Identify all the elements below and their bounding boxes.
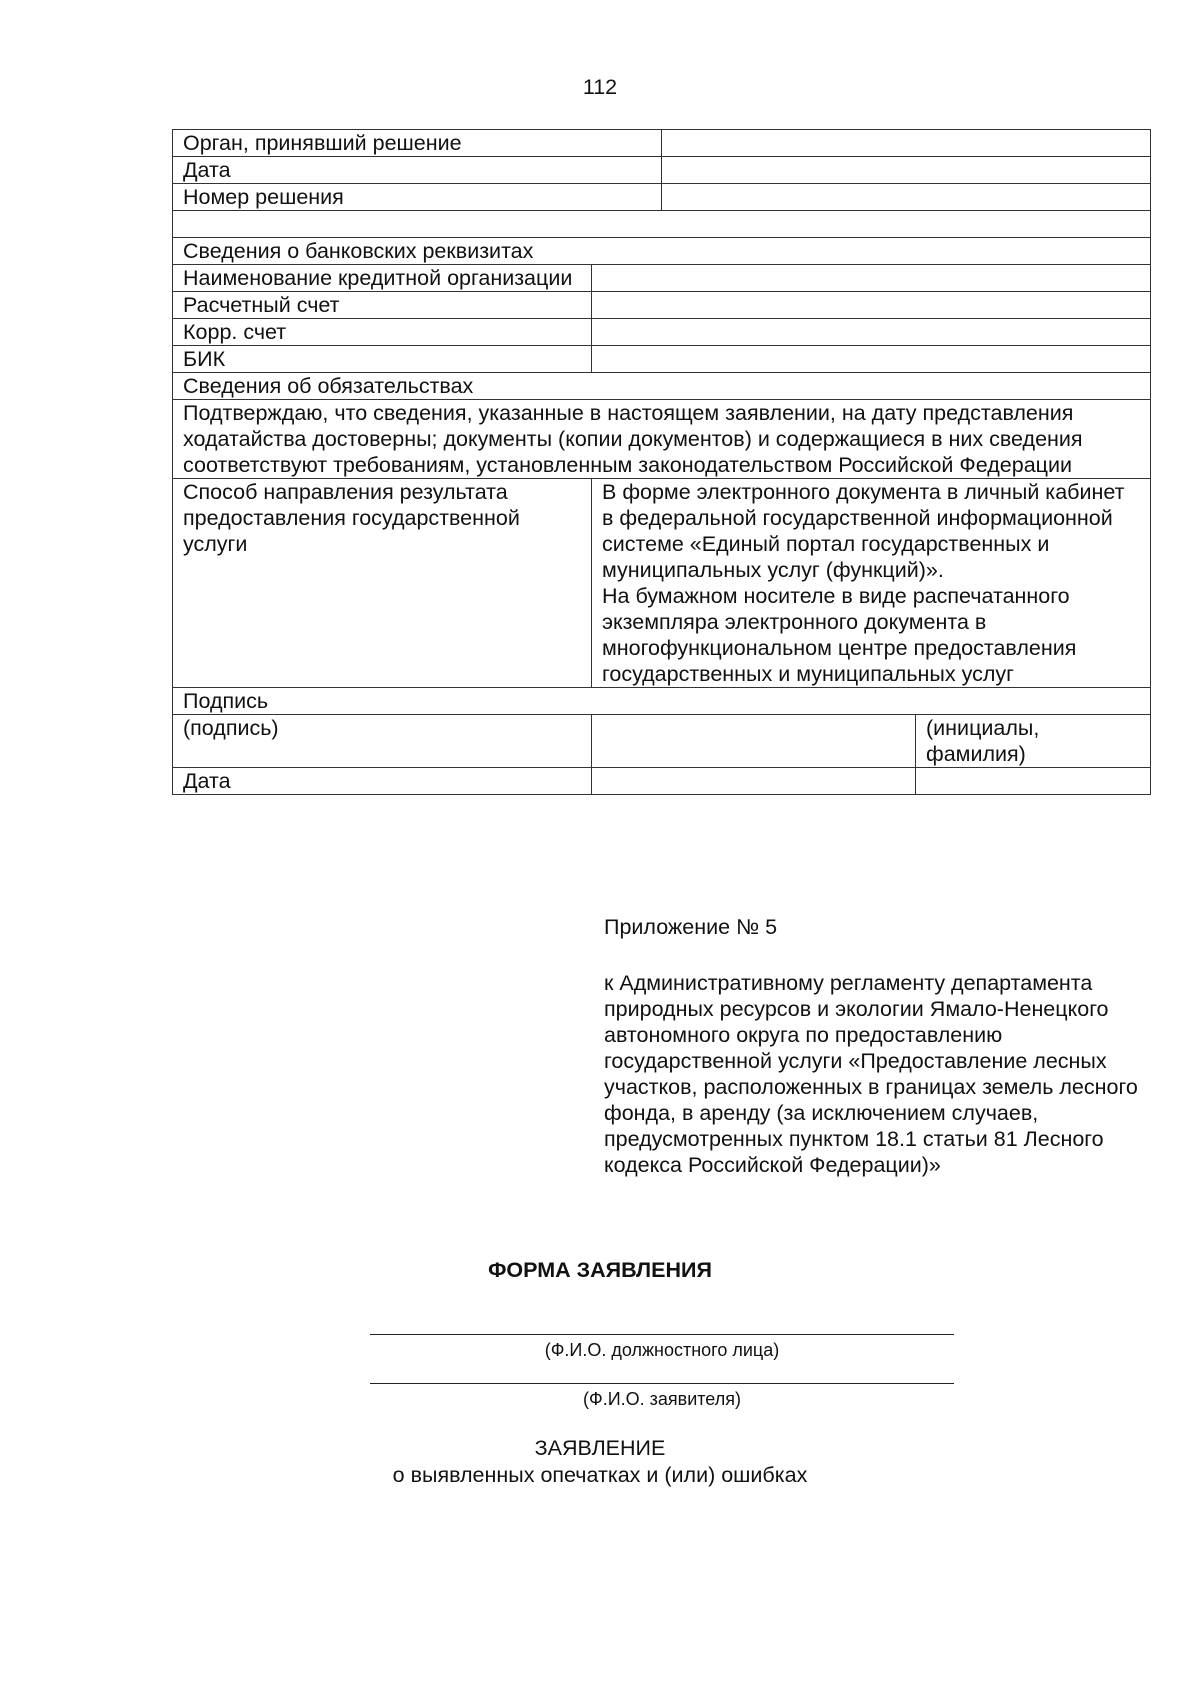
date-value-cell [662, 157, 1151, 184]
table-row [173, 265, 1151, 292]
obligations-header: Сведения об обязательствах [173, 373, 1151, 400]
table-row [173, 400, 1151, 479]
table-row [173, 768, 1151, 795]
bank-details-header: Сведения о банковских реквизитах [173, 238, 1151, 265]
signature-header: Подпись [173, 688, 1151, 715]
confirmation-text: Подтверждаю, что сведения, указанные в настоящем заявлении, на дату представления ходатайства достоверны; документы (копии документов) и содержащиеся в них сведения соответствуют требованиям, установленным законодательством Российской Федерации [173, 400, 1151, 479]
table-row [173, 130, 1151, 157]
page-number: 112 [582, 75, 618, 99]
table-row [173, 157, 1151, 184]
initials-label: (инициалы, фамилия) [916, 715, 1151, 768]
credit-org-label: Наименование кредитной организации [173, 265, 592, 292]
table-row [173, 184, 1151, 211]
application-table [172, 129, 1151, 795]
appendix-number: Приложение № 5 [604, 915, 778, 939]
table-row [173, 479, 1151, 688]
official-name-caption: (Ф.И.О. должностного лица) [544, 1340, 780, 1360]
signature-label: (подпись) [173, 715, 592, 768]
signature-date-value-cell [592, 768, 916, 795]
settlement-account-value-cell [592, 292, 1151, 319]
date-label: Дата [173, 157, 662, 184]
bik-value-cell [592, 346, 1151, 373]
applicant-name-caption: (Ф.И.О. заявителя) [583, 1389, 741, 1409]
table-row [173, 211, 1151, 238]
table-row [173, 319, 1151, 346]
credit-org-value-cell [592, 265, 1151, 292]
official-name-line [370, 1334, 954, 1335]
corr-account-value-cell [592, 319, 1151, 346]
table-row [173, 688, 1151, 715]
signature-date-label: Дата [173, 768, 592, 795]
authority-label: Орган, принявший решение [173, 130, 662, 157]
statement-subtitle: о выявленных опечатках и (или) ошибках [392, 1463, 808, 1487]
appendix-text: к Административному регламенту департамента природных ресурсов и экологии Ямало-Ненецкого автономного округа по предоставлению государственной услуги «Предоставление лесных участков, расположенных в границах земель лесного фонда, в аренду (за исключением случаев, предусмотренных пунктом 18.1 статьи 81 Лесного кодекса Российской Федерации)» [604, 971, 1138, 1177]
authority-value-cell [662, 130, 1151, 157]
delivery-method-label: Способ направления результата предоставления государственной услуги [173, 479, 592, 688]
table-row [173, 292, 1151, 319]
bik-label: БИК [173, 346, 592, 373]
delivery-option-electronic: В форме электронного документа в личный кабинет в федеральной государственной информационной системе «Единый портал государственных и муниципальных услуг (функций)». [602, 480, 1125, 582]
decision-number-value-cell [662, 184, 1151, 211]
table-row [173, 346, 1151, 373]
signature-date-extra-cell [916, 768, 1151, 795]
applicant-name-line [370, 1383, 954, 1384]
corr-account-label: Корр. счет [173, 319, 592, 346]
empty-separator-cell [173, 211, 1151, 238]
table-row [173, 238, 1151, 265]
decision-number-label: Номер решения [173, 184, 662, 211]
table-row [173, 373, 1151, 400]
settlement-account-label: Расчетный счет [173, 292, 592, 319]
delivery-options-cell [592, 479, 1151, 688]
form-title: ФОРМА ЗАЯВЛЕНИЯ [488, 1258, 712, 1282]
table-row [173, 715, 1151, 768]
delivery-option-paper: На бумажном носителе в виде распечатанного экземпляра электронного документа в многофункциональном центре предоставления государственных и муниципальных услуг [602, 584, 1077, 686]
signature-value-cell [592, 715, 916, 768]
appendix-block [604, 914, 1164, 1178]
statement-title: ЗАЯВЛЕНИЕ [534, 1436, 666, 1460]
